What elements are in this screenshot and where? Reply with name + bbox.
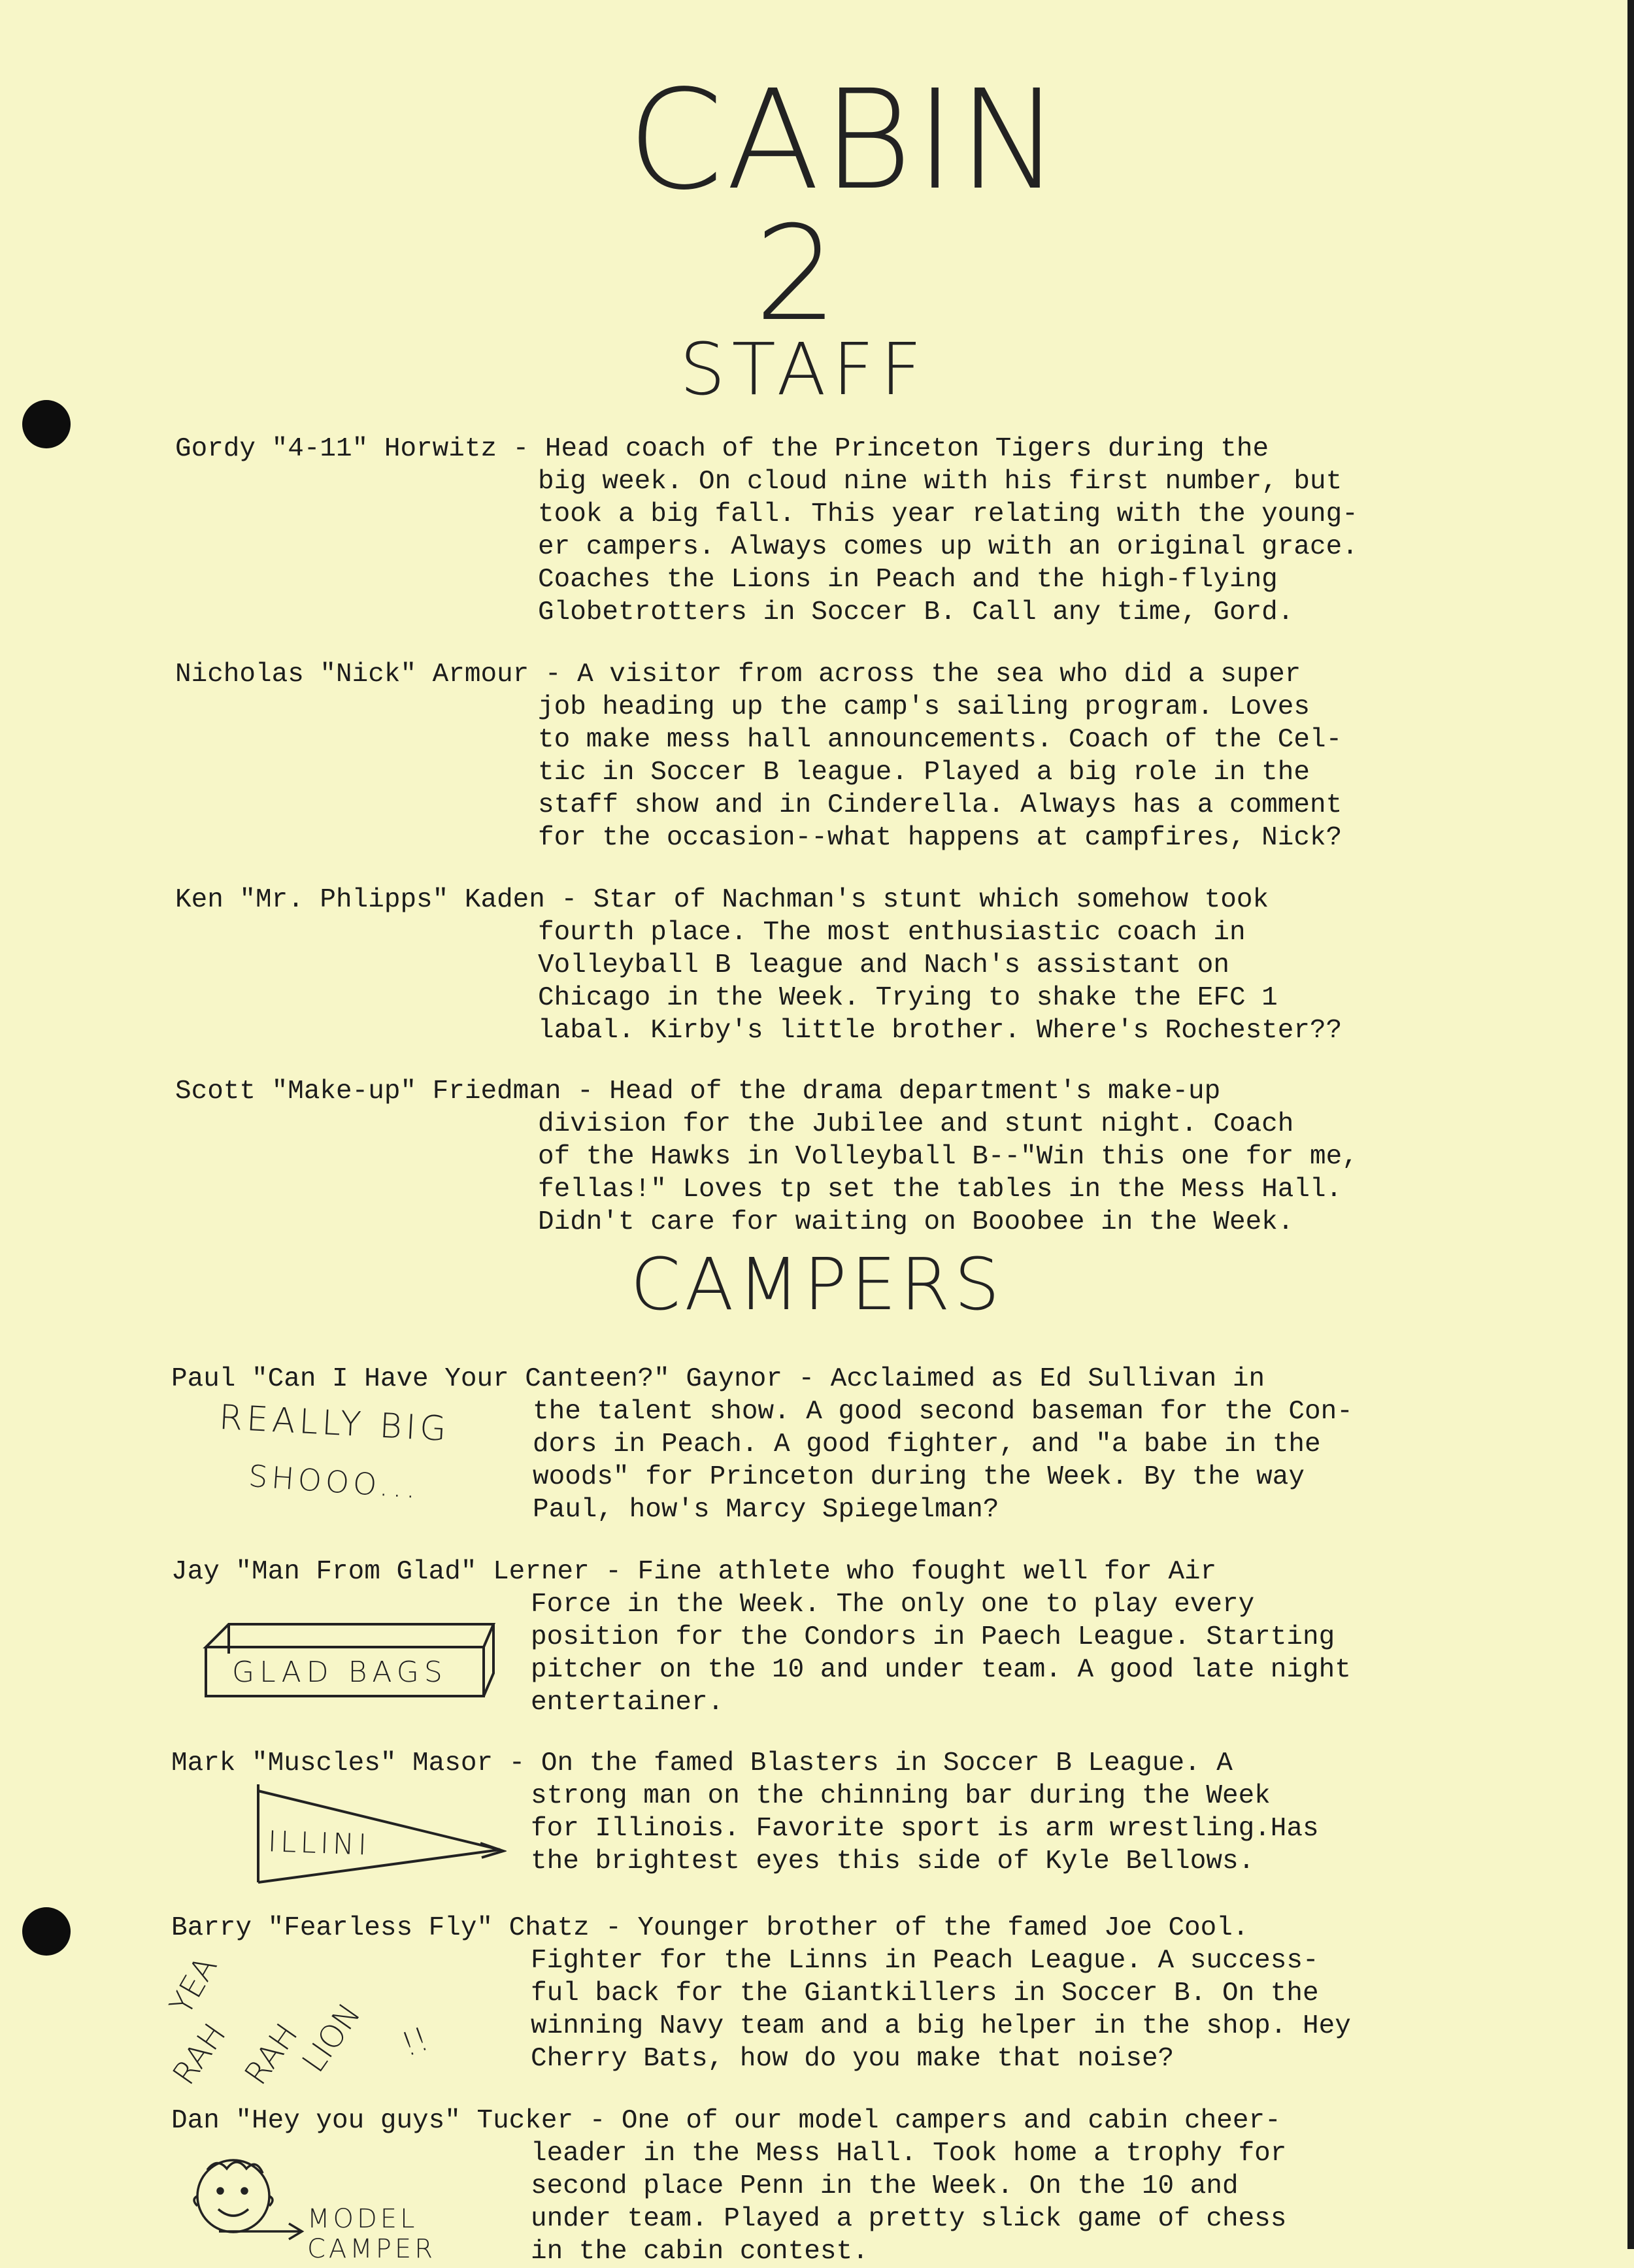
entry-line: Chicago in the Week. Trying to shake the EFC 1 bbox=[538, 983, 1278, 1013]
arrow-drawing bbox=[216, 2217, 307, 2243]
entry-line: er campers. Always comes up with an original grace. bbox=[538, 532, 1358, 562]
entry-lead: Nicholas "Nick" Armour - A visitor from across the sea who did a super bbox=[175, 659, 1301, 690]
entry-line: position for the Condors in Paech League. Starting bbox=[531, 1622, 1335, 1652]
page-edge bbox=[1627, 0, 1634, 2249]
punch-hole-bottom bbox=[22, 1907, 71, 1956]
entry-lead: Gordy "4-11" Horwitz - Head coach of the Princeton Tigers during the bbox=[175, 434, 1269, 464]
entry-line: for the occasion--what happens at campfires, Nick? bbox=[538, 823, 1342, 853]
doodle-model: MODEL bbox=[307, 2204, 418, 2234]
entry-line: fourth place. The most enthusiastic coach in bbox=[538, 918, 1246, 948]
entry-line: pitcher on the 10 and under team. A good late night bbox=[531, 1655, 1351, 1685]
entry-line: job heading up the camp's sailing program. Loves bbox=[538, 692, 1310, 722]
doodle-rah-2: RAH bbox=[237, 2016, 305, 2092]
entry-line: woods" for Princeton during the Week. By the way bbox=[533, 1462, 1305, 1492]
entry-line: big week. On cloud nine with his first number, but bbox=[538, 467, 1342, 497]
staff-heading: STAFF bbox=[679, 327, 929, 411]
entry-line: Volleyball B league and Nach's assistant on bbox=[538, 950, 1229, 980]
entry-line: tic in Soccer B league. Played a big role in the bbox=[538, 758, 1310, 788]
entry-line: winning Navy team and a big helper in the shop. Hey bbox=[531, 2011, 1351, 2041]
entry-line: second place Penn in the Week. On the 10 and bbox=[531, 2171, 1239, 2201]
entry-line: strong man on the chinning bar during the Week bbox=[531, 1781, 1271, 1811]
doodle-rah-1: RAH bbox=[165, 2016, 233, 2092]
entry-line: Paul, how's Marcy Spiegelman? bbox=[533, 1495, 999, 1525]
entry-line: labal. Kirby's little brother. Where's Rochester?? bbox=[538, 1016, 1342, 1046]
entry-line: staff show and in Cinderella. Always has a comment bbox=[538, 790, 1342, 820]
entry-line: Cherry Bats, how do you make that noise? bbox=[531, 2044, 1175, 2074]
doodle-glad-bags: GLAD BAGS bbox=[232, 1656, 448, 1689]
entry-line: Force in the Week. The only one to play every bbox=[531, 1590, 1255, 1620]
doodle-really-big: REALLY BIG bbox=[218, 1397, 451, 1450]
title-cabin: CABIN bbox=[627, 60, 1063, 220]
doodle-exclaim: !! bbox=[396, 2019, 434, 2065]
entry-line: dors in Peach. A good fighter, and "a babe in the bbox=[533, 1429, 1321, 1459]
entry-line: in the cabin contest. bbox=[531, 2237, 869, 2267]
doodle-camper: CAMPER bbox=[307, 2234, 436, 2264]
entry-lead: Scott "Make-up" Friedman - Head of the drama department's make-up bbox=[175, 1076, 1221, 1107]
doodle-lion: LION bbox=[295, 1997, 369, 2079]
entry-line: ful back for the Giantkillers in Soccer B. On the bbox=[531, 1978, 1319, 2009]
entry-line: under team. Played a pretty slick game of chess bbox=[531, 2204, 1287, 2234]
entry-lead: Dan "Hey you guys" Tucker - One of our model campers and cabin cheer- bbox=[171, 2106, 1281, 2136]
punch-hole-top bbox=[22, 400, 71, 448]
entry-lead: Jay "Man From Glad" Lerner - Fine athlete who fought well for Air bbox=[171, 1557, 1217, 1587]
campers-heading: CAMPERS bbox=[630, 1242, 1004, 1326]
entry-line: Fighter for the Linns in Peach League. A success- bbox=[531, 1946, 1319, 1976]
doodle-shooo: SHOOO... bbox=[247, 1458, 421, 1506]
entry-line: for Illinois. Favorite sport is arm wrestling.Has bbox=[531, 1814, 1319, 1844]
doodle-yea: YEA bbox=[162, 1950, 225, 2022]
title-number: 2 bbox=[754, 198, 841, 350]
entry-line: fellas!" Loves tp set the tables in the Mess Hall. bbox=[538, 1175, 1342, 1205]
entry-line: entertainer. bbox=[531, 1688, 724, 1718]
entry-line: Coaches the Lions in Peach and the high-flying bbox=[538, 565, 1278, 595]
entry-lead: Mark "Muscles" Masor - On the famed Blasters in Soccer B League. A bbox=[171, 1748, 1233, 1778]
entry-line: to make mess hall announcements. Coach of the Cel- bbox=[538, 725, 1342, 755]
entry-line: took a big fall. This year relating with the young- bbox=[538, 499, 1358, 529]
entry-lead: Barry "Fearless Fly" Chatz - Younger brother of the famed Joe Cool. bbox=[171, 1913, 1249, 1943]
entry-line: division for the Jubilee and stunt night. Coach bbox=[538, 1109, 1294, 1139]
entry-line: the brightest eyes this side of Kyle Bellows. bbox=[531, 1846, 1255, 1876]
entry-line: Didn't care for waiting on Booobee in the Week. bbox=[538, 1207, 1294, 1237]
entry-line: the talent show. A good second baseman for the Con- bbox=[533, 1397, 1353, 1427]
doodle-illini: ILLINI bbox=[267, 1825, 371, 1862]
entry-line: Globetrotters in Soccer B. Call any time, Gord. bbox=[538, 597, 1294, 627]
entry-line: of the Hawks in Volleyball B--"Win this one for me, bbox=[538, 1142, 1358, 1172]
entry-lead: Ken "Mr. Phlipps" Kaden - Star of Nachman's stunt which somehow took bbox=[175, 885, 1269, 915]
entry-line: leader in the Mess Hall. Took home a trophy for bbox=[531, 2139, 1287, 2169]
entry-lead: Paul "Can I Have Your Canteen?" Gaynor - Acclaimed as Ed Sullivan in bbox=[171, 1364, 1265, 1394]
